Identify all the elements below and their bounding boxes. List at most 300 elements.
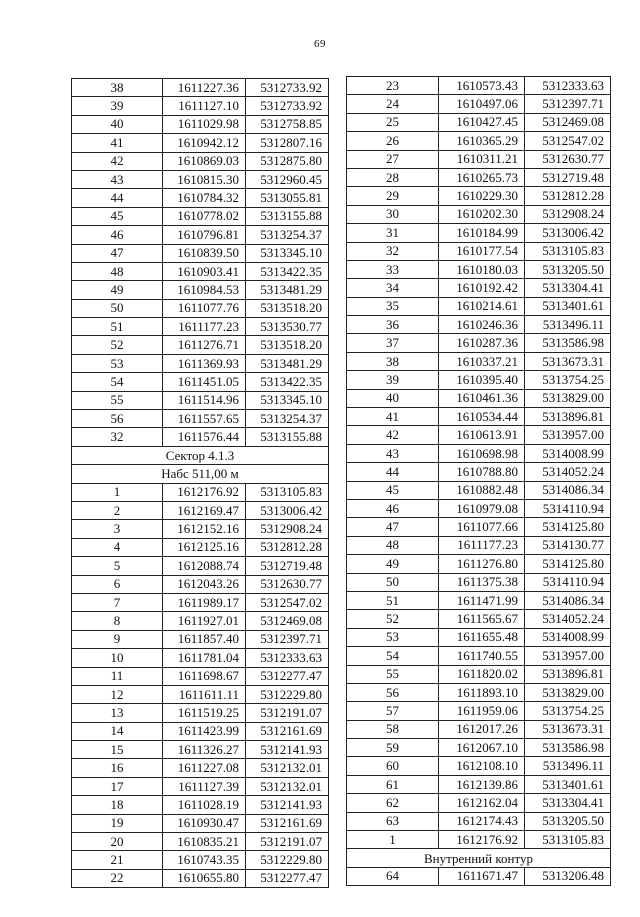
table-row <box>347 132 611 150</box>
table-row <box>72 152 329 170</box>
point-number-cell: 38 <box>72 79 163 97</box>
y-coordinate-cell: 5312812.28 <box>525 187 611 205</box>
y-coordinate-cell: 5313304.41 <box>525 794 611 812</box>
x-coordinate-cell: 1610461.36 <box>439 389 525 407</box>
x-coordinate-cell: 1611698.67 <box>163 667 246 685</box>
y-coordinate-cell: 5313345.10 <box>246 391 329 409</box>
y-coordinate-cell: 5312630.77 <box>525 150 611 168</box>
x-coordinate-cell: 1612043.26 <box>163 575 246 593</box>
table-row <box>72 741 329 759</box>
x-coordinate-cell: 1611514.96 <box>163 391 246 409</box>
x-coordinate-cell: 1612176.92 <box>439 831 525 849</box>
table-row <box>347 205 611 223</box>
table-row <box>347 647 611 665</box>
y-coordinate-cell: 5313422.35 <box>246 262 329 280</box>
table-row <box>72 226 329 244</box>
y-coordinate-cell: 5313481.29 <box>246 354 329 372</box>
y-coordinate-cell: 5312908.24 <box>525 205 611 223</box>
y-coordinate-cell: 5313754.25 <box>525 371 611 389</box>
point-number-cell: 33 <box>347 260 439 278</box>
y-coordinate-cell: 5313829.00 <box>525 683 611 701</box>
y-coordinate-cell: 5314110.94 <box>525 499 611 517</box>
point-number-cell: 3 <box>72 520 163 538</box>
table-row <box>347 316 611 334</box>
point-number-cell: 15 <box>72 741 163 759</box>
point-number-cell: 4 <box>72 538 163 556</box>
table-row <box>347 371 611 389</box>
table-row <box>347 867 611 885</box>
y-coordinate-cell: 5314125.80 <box>525 555 611 573</box>
table-row <box>72 244 329 262</box>
table-row <box>72 115 329 133</box>
table-row <box>72 97 329 115</box>
x-coordinate-cell: 1612067.10 <box>439 739 525 757</box>
point-number-cell: 45 <box>72 207 163 225</box>
table-row <box>347 408 611 426</box>
x-coordinate-cell: 1610655.80 <box>163 869 246 887</box>
point-number-cell: 46 <box>72 226 163 244</box>
y-coordinate-cell: 5314130.77 <box>525 536 611 554</box>
y-coordinate-cell: 5312807.16 <box>246 134 329 152</box>
x-coordinate-cell: 1612174.43 <box>439 812 525 830</box>
y-coordinate-cell: 5313105.83 <box>246 483 329 501</box>
point-number-cell: 16 <box>72 759 163 777</box>
point-number-cell: 54 <box>72 373 163 391</box>
x-coordinate-cell: 1612125.16 <box>163 538 246 556</box>
point-number-cell: 5 <box>72 557 163 575</box>
y-coordinate-cell: 5313829.00 <box>525 389 611 407</box>
point-number-cell: 37 <box>347 334 439 352</box>
table-row <box>347 702 611 720</box>
x-coordinate-cell: 1610202.30 <box>439 205 525 223</box>
table-row <box>347 168 611 186</box>
x-coordinate-cell: 1611423.99 <box>163 722 246 740</box>
sector-subtitle-row <box>72 465 329 483</box>
section-title: Внутренний контур <box>347 849 611 867</box>
point-number-cell: 20 <box>72 833 163 851</box>
point-number-cell: 9 <box>72 630 163 648</box>
table-row <box>347 794 611 812</box>
table-row <box>72 428 329 446</box>
y-coordinate-cell: 5314125.80 <box>525 518 611 536</box>
point-number-cell: 61 <box>347 775 439 793</box>
x-coordinate-cell: 1610180.03 <box>439 260 525 278</box>
x-coordinate-cell: 1612139.86 <box>439 775 525 793</box>
y-coordinate-cell: 5313754.25 <box>525 702 611 720</box>
x-coordinate-cell: 1610214.61 <box>439 297 525 315</box>
point-number-cell: 45 <box>347 481 439 499</box>
y-coordinate-cell: 5313105.83 <box>525 242 611 260</box>
point-number-cell: 41 <box>347 408 439 426</box>
x-coordinate-cell: 1611471.99 <box>439 591 525 609</box>
x-coordinate-cell: 1611028.19 <box>163 796 246 814</box>
point-number-cell: 23 <box>347 77 439 95</box>
y-coordinate-cell: 5313673.31 <box>525 720 611 738</box>
point-number-cell: 1 <box>72 483 163 501</box>
point-number-cell: 10 <box>72 649 163 667</box>
y-coordinate-cell: 5312397.71 <box>525 95 611 113</box>
x-coordinate-cell: 1612088.74 <box>163 557 246 575</box>
point-number-cell: 25 <box>347 113 439 131</box>
point-number-cell: 18 <box>72 796 163 814</box>
y-coordinate-cell: 5312547.02 <box>246 593 329 611</box>
y-coordinate-cell: 5313530.77 <box>246 318 329 336</box>
table-row <box>347 224 611 242</box>
table-row <box>72 557 329 575</box>
x-coordinate-cell: 1610784.32 <box>163 189 246 207</box>
y-coordinate-cell: 5312758.85 <box>246 115 329 133</box>
x-coordinate-cell: 1610930.47 <box>163 814 246 832</box>
x-coordinate-cell: 1610337.21 <box>439 352 525 370</box>
point-number-cell: 24 <box>347 95 439 113</box>
x-coordinate-cell: 1611671.47 <box>439 867 525 885</box>
point-number-cell: 11 <box>72 667 163 685</box>
table-row <box>72 575 329 593</box>
x-coordinate-cell: 1612162.04 <box>439 794 525 812</box>
y-coordinate-cell: 5313496.11 <box>525 757 611 775</box>
point-number-cell: 64 <box>347 867 439 885</box>
table-row <box>347 187 611 205</box>
table-row <box>347 573 611 591</box>
x-coordinate-cell: 1612108.10 <box>439 757 525 775</box>
point-number-cell: 50 <box>72 299 163 317</box>
x-coordinate-cell: 1611655.48 <box>439 628 525 646</box>
point-number-cell: 12 <box>72 685 163 703</box>
y-coordinate-cell: 5313006.42 <box>525 224 611 242</box>
point-number-cell: 48 <box>347 536 439 554</box>
y-coordinate-cell: 5313481.29 <box>246 281 329 299</box>
x-coordinate-cell: 1612176.92 <box>163 483 246 501</box>
point-number-cell: 40 <box>72 115 163 133</box>
point-number-cell: 36 <box>347 316 439 334</box>
y-coordinate-cell: 5313957.00 <box>525 647 611 665</box>
y-coordinate-cell: 5312733.92 <box>246 79 329 97</box>
y-coordinate-cell: 5312875.80 <box>246 152 329 170</box>
table-row <box>347 279 611 297</box>
point-number-cell: 57 <box>347 702 439 720</box>
point-number-cell: 52 <box>347 610 439 628</box>
x-coordinate-cell: 1610788.80 <box>439 463 525 481</box>
y-coordinate-cell: 5312229.80 <box>246 685 329 703</box>
y-coordinate-cell: 5313673.31 <box>525 352 611 370</box>
y-coordinate-cell: 5314110.94 <box>525 573 611 591</box>
point-number-cell: 30 <box>347 205 439 223</box>
y-coordinate-cell: 5313496.11 <box>525 316 611 334</box>
table-row <box>72 667 329 685</box>
table-row <box>347 95 611 113</box>
point-number-cell: 17 <box>72 777 163 795</box>
x-coordinate-cell: 1610229.30 <box>439 187 525 205</box>
table-row <box>347 113 611 131</box>
point-number-cell: 47 <box>347 518 439 536</box>
x-coordinate-cell: 1610835.21 <box>163 833 246 851</box>
table-row <box>347 739 611 757</box>
y-coordinate-cell: 5313155.88 <box>246 428 329 446</box>
table-row <box>72 851 329 869</box>
y-coordinate-cell: 5313586.98 <box>525 739 611 757</box>
table-row <box>347 628 611 646</box>
point-number-cell: 60 <box>347 757 439 775</box>
point-number-cell: 28 <box>347 168 439 186</box>
x-coordinate-cell: 1611893.10 <box>439 683 525 701</box>
table-row <box>72 373 329 391</box>
point-number-cell: 39 <box>72 97 163 115</box>
y-coordinate-cell: 5313105.83 <box>525 831 611 849</box>
y-coordinate-cell: 5312132.01 <box>246 777 329 795</box>
x-coordinate-cell: 1612169.47 <box>163 501 246 519</box>
point-number-cell: 55 <box>347 665 439 683</box>
y-coordinate-cell: 5313055.81 <box>246 189 329 207</box>
coordinates-table-left <box>71 78 329 888</box>
table-row <box>72 207 329 225</box>
point-number-cell: 22 <box>72 869 163 887</box>
table-row <box>72 649 329 667</box>
table-row <box>72 759 329 777</box>
point-number-cell: 50 <box>347 573 439 591</box>
coordinates-table-right <box>346 76 611 886</box>
point-number-cell: 21 <box>72 851 163 869</box>
point-number-cell: 41 <box>72 134 163 152</box>
table-row <box>347 720 611 738</box>
y-coordinate-cell: 5313006.42 <box>246 501 329 519</box>
x-coordinate-cell: 1610573.43 <box>439 77 525 95</box>
table-row <box>347 463 611 481</box>
y-coordinate-cell: 5313254.37 <box>246 226 329 244</box>
x-coordinate-cell: 1611820.02 <box>439 665 525 683</box>
y-coordinate-cell: 5313345.10 <box>246 244 329 262</box>
table-row <box>72 685 329 703</box>
point-number-cell: 44 <box>72 189 163 207</box>
table-row <box>347 352 611 370</box>
y-coordinate-cell: 5314008.99 <box>525 628 611 646</box>
table-row <box>347 481 611 499</box>
table-row <box>72 483 329 501</box>
table-row <box>72 501 329 519</box>
point-number-cell: 7 <box>72 593 163 611</box>
table-row <box>72 593 329 611</box>
y-coordinate-cell: 5312141.93 <box>246 741 329 759</box>
y-coordinate-cell: 5312547.02 <box>525 132 611 150</box>
x-coordinate-cell: 1611375.38 <box>439 573 525 591</box>
table-row <box>347 444 611 462</box>
y-coordinate-cell: 5313422.35 <box>246 373 329 391</box>
x-coordinate-cell: 1610395.40 <box>439 371 525 389</box>
y-coordinate-cell: 5313586.98 <box>525 334 611 352</box>
table-row <box>72 796 329 814</box>
y-coordinate-cell: 5312161.69 <box>246 814 329 832</box>
y-coordinate-cell: 5312191.07 <box>246 704 329 722</box>
y-coordinate-cell: 5313518.20 <box>246 299 329 317</box>
y-coordinate-cell: 5313205.50 <box>525 812 611 830</box>
y-coordinate-cell: 5312469.08 <box>525 113 611 131</box>
x-coordinate-cell: 1610613.91 <box>439 426 525 444</box>
y-coordinate-cell: 5312812.28 <box>246 538 329 556</box>
y-coordinate-cell: 5313957.00 <box>525 426 611 444</box>
point-number-cell: 26 <box>347 132 439 150</box>
x-coordinate-cell: 1610265.73 <box>439 168 525 186</box>
table-row <box>72 262 329 280</box>
table-row <box>347 150 611 168</box>
point-number-cell: 40 <box>347 389 439 407</box>
table-row <box>347 389 611 407</box>
table-row <box>347 426 611 444</box>
x-coordinate-cell: 1610815.30 <box>163 170 246 188</box>
x-coordinate-cell: 1611276.80 <box>439 555 525 573</box>
table-row <box>347 77 611 95</box>
x-coordinate-cell: 1611177.23 <box>163 318 246 336</box>
y-coordinate-cell: 5313304.41 <box>525 279 611 297</box>
point-number-cell: 42 <box>72 152 163 170</box>
table-row <box>72 833 329 851</box>
y-coordinate-cell: 5312960.45 <box>246 170 329 188</box>
table-row <box>72 189 329 207</box>
table-row <box>347 499 611 517</box>
table-row <box>72 520 329 538</box>
sector-title-row <box>72 446 329 464</box>
y-coordinate-cell: 5313401.61 <box>525 297 611 315</box>
y-coordinate-cell: 5314086.34 <box>525 591 611 609</box>
table-row <box>72 299 329 317</box>
point-number-cell: 13 <box>72 704 163 722</box>
y-coordinate-cell: 5312132.01 <box>246 759 329 777</box>
table-row <box>72 704 329 722</box>
point-number-cell: 56 <box>72 410 163 428</box>
x-coordinate-cell: 1611077.76 <box>163 299 246 317</box>
x-coordinate-cell: 1610882.48 <box>439 481 525 499</box>
x-coordinate-cell: 1611276.71 <box>163 336 246 354</box>
point-number-cell: 6 <box>72 575 163 593</box>
table-row <box>347 555 611 573</box>
x-coordinate-cell: 1612152.16 <box>163 520 246 538</box>
point-number-cell: 31 <box>347 224 439 242</box>
x-coordinate-cell: 1611029.98 <box>163 115 246 133</box>
x-coordinate-cell: 1611565.67 <box>439 610 525 628</box>
sector-title: Сектор 4.1.3 <box>72 446 329 464</box>
table-row <box>347 775 611 793</box>
x-coordinate-cell: 1610743.35 <box>163 851 246 869</box>
y-coordinate-cell: 5312719.48 <box>525 168 611 186</box>
table-row <box>72 336 329 354</box>
table-row <box>72 410 329 428</box>
table-row <box>347 260 611 278</box>
y-coordinate-cell: 5313155.88 <box>246 207 329 225</box>
point-number-cell: 49 <box>347 555 439 573</box>
y-coordinate-cell: 5312469.08 <box>246 612 329 630</box>
point-number-cell: 39 <box>347 371 439 389</box>
y-coordinate-cell: 5313896.81 <box>525 408 611 426</box>
point-number-cell: 32 <box>347 242 439 260</box>
x-coordinate-cell: 1610869.03 <box>163 152 246 170</box>
table-row <box>72 354 329 372</box>
y-coordinate-cell: 5312229.80 <box>246 851 329 869</box>
y-coordinate-cell: 5312719.48 <box>246 557 329 575</box>
x-coordinate-cell: 1610979.08 <box>439 499 525 517</box>
y-coordinate-cell: 5312908.24 <box>246 520 329 538</box>
x-coordinate-cell: 1610184.99 <box>439 224 525 242</box>
x-coordinate-cell: 1611369.93 <box>163 354 246 372</box>
y-coordinate-cell: 5312141.93 <box>246 796 329 814</box>
x-coordinate-cell: 1611927.01 <box>163 612 246 630</box>
y-coordinate-cell: 5312630.77 <box>246 575 329 593</box>
table-row <box>72 79 329 97</box>
table-row <box>72 814 329 832</box>
point-number-cell: 32 <box>72 428 163 446</box>
x-coordinate-cell: 1610497.06 <box>439 95 525 113</box>
y-coordinate-cell: 5312161.69 <box>246 722 329 740</box>
point-number-cell: 43 <box>72 170 163 188</box>
table-row <box>347 518 611 536</box>
point-number-cell: 14 <box>72 722 163 740</box>
point-number-cell: 38 <box>347 352 439 370</box>
x-coordinate-cell: 1610192.42 <box>439 279 525 297</box>
point-number-cell: 43 <box>347 444 439 462</box>
x-coordinate-cell: 1611451.05 <box>163 373 246 391</box>
table-row <box>72 722 329 740</box>
point-number-cell: 47 <box>72 244 163 262</box>
x-coordinate-cell: 1611127.39 <box>163 777 246 795</box>
point-number-cell: 42 <box>347 426 439 444</box>
table-row <box>347 297 611 315</box>
x-coordinate-cell: 1611959.06 <box>439 702 525 720</box>
x-coordinate-cell: 1611576.44 <box>163 428 246 446</box>
table-row <box>347 683 611 701</box>
table-row <box>72 630 329 648</box>
point-number-cell: 59 <box>347 739 439 757</box>
x-coordinate-cell: 1611326.27 <box>163 741 246 759</box>
table-row <box>72 612 329 630</box>
x-coordinate-cell: 1611857.40 <box>163 630 246 648</box>
x-coordinate-cell: 1610942.12 <box>163 134 246 152</box>
y-coordinate-cell: 5312191.07 <box>246 833 329 851</box>
point-number-cell: 55 <box>72 391 163 409</box>
y-coordinate-cell: 5312333.63 <box>246 649 329 667</box>
y-coordinate-cell: 5312277.47 <box>246 869 329 887</box>
point-number-cell: 54 <box>347 647 439 665</box>
table-row <box>72 281 329 299</box>
y-coordinate-cell: 5314052.24 <box>525 610 611 628</box>
y-coordinate-cell: 5314008.99 <box>525 444 611 462</box>
point-number-cell: 49 <box>72 281 163 299</box>
point-number-cell: 35 <box>347 297 439 315</box>
x-coordinate-cell: 1611519.25 <box>163 704 246 722</box>
point-number-cell: 8 <box>72 612 163 630</box>
table-row <box>347 812 611 830</box>
table-row <box>347 665 611 683</box>
y-coordinate-cell: 5312397.71 <box>246 630 329 648</box>
table-row <box>347 757 611 775</box>
x-coordinate-cell: 1610984.53 <box>163 281 246 299</box>
y-coordinate-cell: 5314052.24 <box>525 463 611 481</box>
x-coordinate-cell: 1611077.66 <box>439 518 525 536</box>
table-row <box>347 831 611 849</box>
page-number: 69 <box>314 38 326 50</box>
table-row <box>72 391 329 409</box>
x-coordinate-cell: 1611781.04 <box>163 649 246 667</box>
point-number-cell: 58 <box>347 720 439 738</box>
table-row <box>72 538 329 556</box>
x-coordinate-cell: 1610534.44 <box>439 408 525 426</box>
sector-subtitle: Набс 511,00 м <box>72 465 329 483</box>
table-row <box>72 134 329 152</box>
y-coordinate-cell: 5313205.50 <box>525 260 611 278</box>
point-number-cell: 19 <box>72 814 163 832</box>
point-number-cell: 2 <box>72 501 163 519</box>
point-number-cell: 29 <box>347 187 439 205</box>
x-coordinate-cell: 1610427.45 <box>439 113 525 131</box>
x-coordinate-cell: 1611989.17 <box>163 593 246 611</box>
point-number-cell: 1 <box>347 831 439 849</box>
x-coordinate-cell: 1611227.08 <box>163 759 246 777</box>
